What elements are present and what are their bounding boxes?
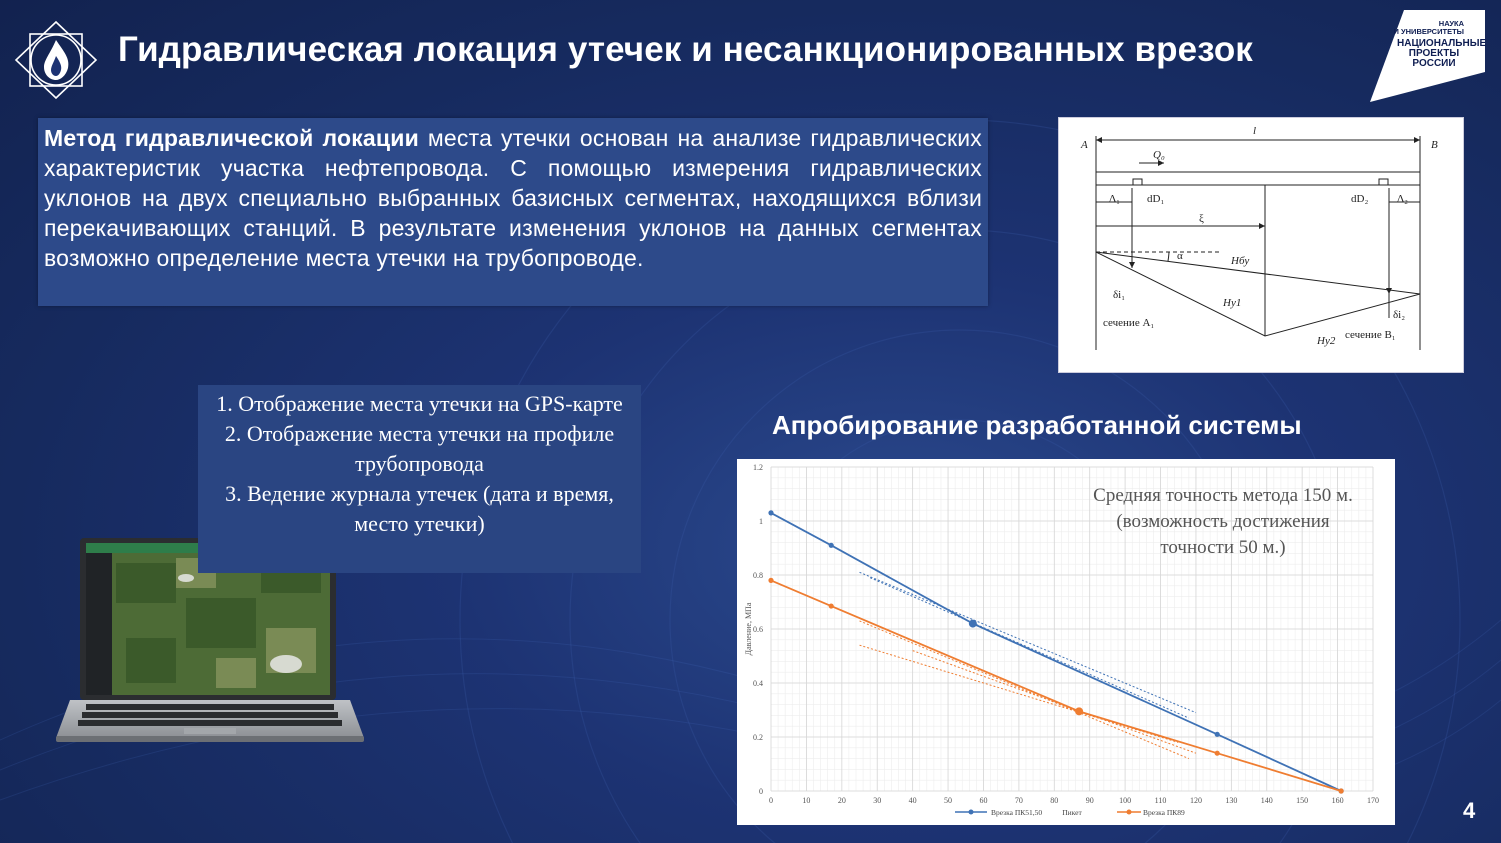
x-tick-label: 160 [1331, 796, 1344, 805]
y-tick-label: 0 [759, 787, 763, 796]
scheme-label-hy2: Hу2 [1317, 335, 1336, 347]
y-tick-label: 0.2 [753, 733, 763, 742]
x-tick-label: 80 [1050, 796, 1059, 805]
leak-marker [1075, 707, 1083, 715]
y-tick-label: 0.4 [753, 679, 763, 688]
badge-big-text: НАЦИОНАЛЬНЫЕ ПРОЕКТЫ РОССИИ [1397, 38, 1487, 69]
national-projects-badge [1368, 8, 1486, 104]
series-line [771, 580, 1341, 791]
description-box [38, 118, 988, 306]
chart-annotation: (возможность достижения [1116, 511, 1330, 532]
list-item: 2. Отображение места утечки на профиле трубопровода [224, 421, 615, 476]
y-axis-label: Давление, МПа [744, 602, 753, 656]
x-tick-label: 60 [979, 796, 988, 805]
x-tick-label: 50 [944, 796, 953, 805]
y-tick-label: 1.2 [753, 463, 763, 472]
pressure-chart [737, 459, 1395, 825]
scheme-label-b: B [1431, 139, 1438, 151]
x-tick-label: 70 [1014, 796, 1023, 805]
scheme-label-dd2: dD₂ [1351, 193, 1369, 205]
y-tick-label: 1 [759, 517, 763, 526]
legend-label: Врезка ПК51,50 [991, 808, 1043, 817]
scheme-label-q0: Q₀ [1153, 149, 1165, 161]
features-box [198, 385, 641, 573]
x-tick-label: 110 [1154, 796, 1167, 805]
legend-marker [969, 810, 974, 815]
legend-marker [1127, 810, 1132, 815]
x-tick-label: 90 [1085, 796, 1094, 805]
scheme-label-dd1: dD₁ [1147, 193, 1165, 205]
list-item: 3. Ведение журнала утечек (дата и время, место утечки) [225, 481, 614, 536]
chart-annotation: точности 50 м.) [1160, 537, 1286, 558]
data-point [1215, 751, 1220, 756]
scheme-label-delta1: Δ₁ [1109, 193, 1120, 205]
hydraulic-scheme [1058, 117, 1464, 373]
scheme-label-alpha: α [1177, 250, 1183, 262]
x-tick-label: 170 [1367, 796, 1379, 805]
scheme-label-di1: δi₁ [1113, 289, 1126, 301]
x-tick-label: 10 [802, 796, 811, 805]
trend-line [860, 572, 1196, 712]
page-number: 4 [1463, 798, 1476, 823]
data-point [829, 543, 834, 548]
scheme-label-xi: ξ [1199, 213, 1204, 225]
features-list [198, 385, 641, 539]
list-item: 1. Отображение места утечки на GPS-карте [216, 391, 623, 416]
x-tick-label: 130 [1225, 796, 1238, 805]
x-tick-label: 20 [837, 796, 846, 805]
description-bold: Метод гидравлической локации [44, 125, 419, 151]
description-rest: места утечки основан на анализе гидравлических характеристик участка нефтепровода. С помощью измерения гидравлических уклонов на двух специально выбранных базисных сегментах, находящихся вблизи перекачивающих станций. В результате изменения уклонов на данных сегментах возможно определение места утечки на трубопроводе. [44, 125, 983, 271]
scheme-label-a: A [1081, 139, 1088, 151]
leak-marker [969, 620, 977, 628]
legend-label: Врезка ПК89 [1143, 808, 1185, 817]
scheme-label-section-b: сечение B₁ [1345, 329, 1396, 341]
y-tick-label: 0.6 [753, 625, 763, 634]
y-tick-label: 0.8 [753, 571, 763, 580]
x-tick-label: 30 [873, 796, 882, 805]
x-tick-label: 40 [908, 796, 917, 805]
x-tick-label: 140 [1260, 796, 1273, 805]
chart-section-title: Апробирование разработанной системы [772, 410, 1302, 440]
data-point [768, 510, 773, 515]
data-point [1215, 732, 1220, 737]
x-tick-label: 100 [1119, 796, 1132, 805]
scheme-label-hby: Hбу [1231, 255, 1250, 267]
data-point [1339, 788, 1344, 793]
badge-small-text: НАУКА И УНИВЕРСИТЕТЫ [1393, 19, 1464, 36]
chart-annotation: Средняя точность метода 150 м. [1093, 485, 1353, 506]
description-text [44, 123, 982, 273]
data-point [829, 603, 834, 608]
x-tick-label: 0 [769, 796, 773, 805]
scheme-label-section-a: сечение A₁ [1103, 317, 1155, 329]
scheme-label-l: l [1253, 125, 1257, 137]
data-point [768, 578, 773, 583]
scheme-label-delta2: Δ₂ [1397, 193, 1408, 205]
x-axis-label: Пикет [1062, 808, 1082, 817]
x-tick-label: 120 [1189, 796, 1202, 805]
scheme-label-hy1: Hу1 [1223, 297, 1242, 309]
page-title: Гидравлическая локация утечек и несанкционированных врезок [118, 30, 1253, 69]
x-tick-label: 150 [1296, 796, 1309, 805]
scheme-label-di2: δi₂ [1393, 309, 1406, 321]
flame-drop-icon [14, 20, 98, 100]
